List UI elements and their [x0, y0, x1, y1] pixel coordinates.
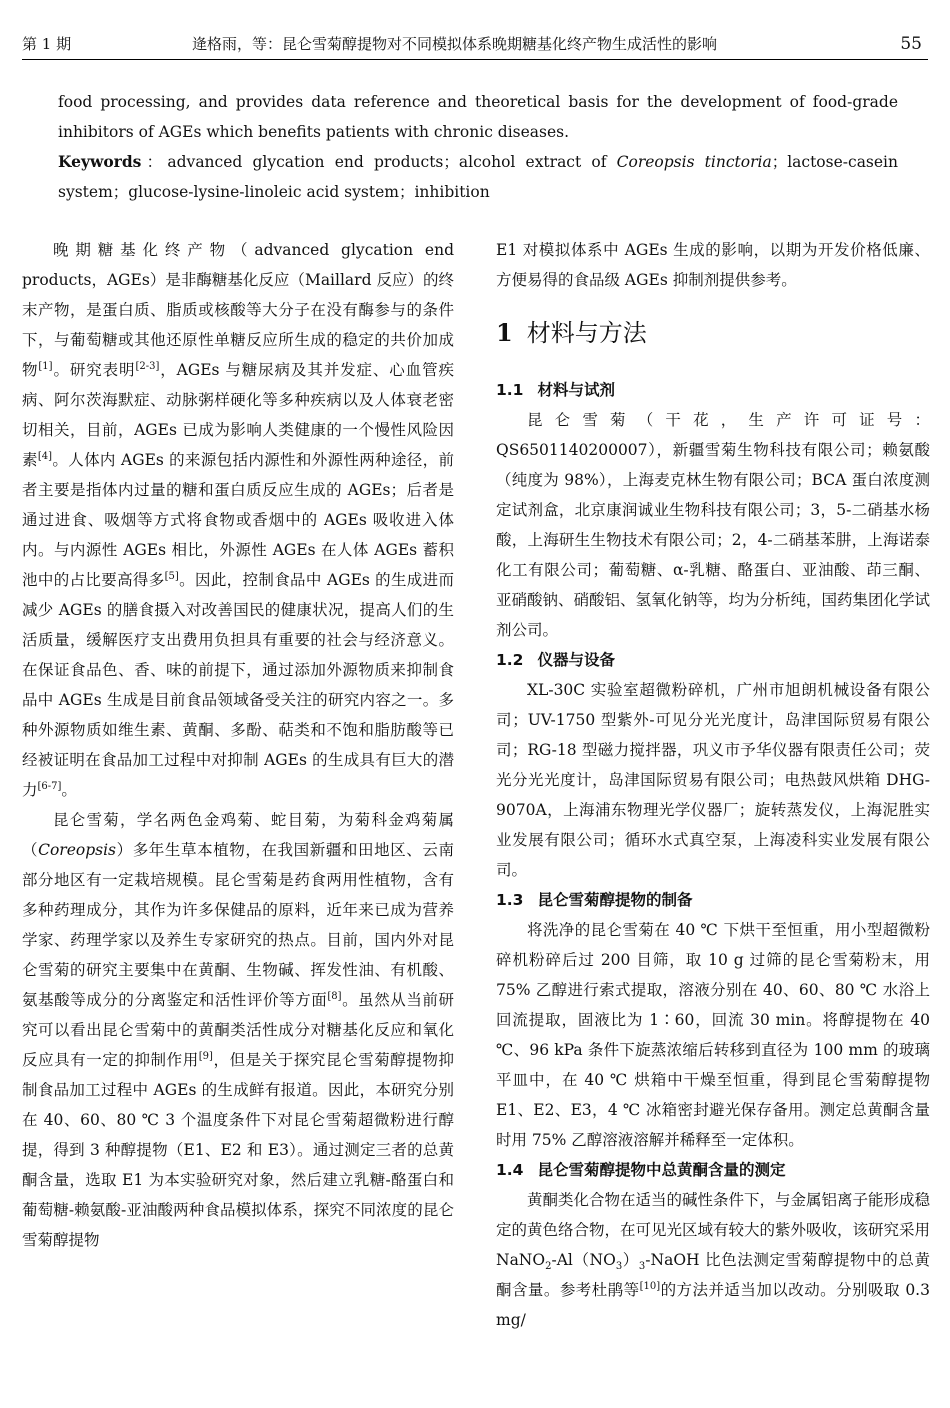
genus-name: Coreopsis	[38, 841, 117, 859]
subsection-title: 昆仑雪菊醇提物中总黄酮含量的测定	[537, 1161, 786, 1179]
subsection-heading-1-3	[496, 885, 930, 915]
flavonoid-paragraph	[496, 1185, 930, 1335]
text-run: 。虽然从当前研究可以看出昆仑雪菊中的黄酮类活性成分对糖基化反应和氧化反应具有一定的抑制作用	[22, 991, 454, 1069]
subsection-title: 材料与试剂	[537, 381, 615, 399]
instruments-paragraph: XL-30C 实验室超微粉碎机，广州市旭朗机械设备有限公司；UV-1750 型紫外-可见分光光度计，岛津国际贸易有限公司；RG-18 型磁力搅拌器，巩义市予华仪器有限责任公司；荧光分光光度计，岛津国际贸易有限公司；电热鼓风烘箱 DHG-9070A，上海浦东物理光学仪器厂；旋转蒸发仪，上海泥胜实业发展有限公司；循环水式真空泵，上海凌科实业发展有限公司。	[496, 681, 930, 879]
text-run: ）	[622, 1251, 639, 1269]
intro-paragraph-2	[22, 805, 454, 1255]
section-title: 材料与方法	[526, 319, 647, 347]
running-header	[22, 34, 928, 60]
section-number: 1	[496, 318, 513, 347]
running-title: 逄格雨，等：昆仑雪菊醇提物对不同模拟体系晚期糖基化终产物生成活性的影响	[192, 35, 718, 53]
subsection-number: 1.4	[496, 1161, 524, 1179]
subscript: 3	[638, 1261, 646, 1273]
citation: [4]	[37, 450, 53, 462]
keywords-italic: Coreopsis tinctoria	[616, 153, 772, 171]
keywords-label: Keywords	[58, 152, 142, 171]
citation: [6-7]	[37, 780, 62, 792]
text-run: 昆仑雪菊，学名两色金鸡菊、蛇目菊，为菊科金鸡菊属（	[22, 811, 454, 859]
subscript: 2	[545, 1261, 552, 1273]
intro-paragraph-2-cont: E1 对模拟体系中 AGEs 生成的影响，以期为开发价格低廉、方便易得的食品级 AGEs 抑制剂提供参考。	[496, 241, 930, 289]
subsection-title: 仪器与设备	[537, 651, 615, 669]
subsection-heading-1-2	[496, 645, 930, 675]
extract-preparation-paragraph: 将洗净的昆仑雪菊在 40 ℃ 下烘干至恒重，用小型超微粉碎机粉碎后过 200 目筛，取 10 g 过筛的昆仑雪菊粉末，用 75% 乙醇进行索式提取，溶液分别在 40、60、80 ℃ 水浴上回流提取，固液比为 1∶60，回流 30 min。将醇提物在 40 ℃、96 kPa 条件下旋蒸浓缩后转移到直径为 100 mm 的玻璃平皿中，在 40 ℃ 烘箱中干燥至恒重，得到昆仑雪菊醇提物 E1、E2、E3，4 ℃ 冰箱密封避光保存备用。测定总黄酮含量时用 75% 乙醇溶液溶解并稀释至一定体积。	[496, 921, 930, 1149]
text-run: 。	[61, 781, 77, 799]
citation: [2-3]	[135, 360, 160, 372]
subsection-heading-1-4	[496, 1155, 930, 1185]
english-abstract-tail	[58, 88, 898, 207]
header-rule	[22, 59, 928, 60]
intro-paragraph-1	[22, 235, 454, 805]
subsection-title: 昆仑雪菊醇提物的制备	[537, 891, 693, 909]
text-run: -NaOH 比色法测定雪菊醇提物中的总黄酮含量。参考杜鹃等	[496, 1251, 930, 1299]
abstract-continuation: food processing, and provides data reference and theoretical basis for the development of food-grade inhibitors of AGEs which benefits patients with chronic diseases.	[58, 93, 898, 141]
right-column	[496, 235, 930, 1335]
section-heading-1	[496, 313, 930, 353]
text-run: 。研究表明	[52, 361, 136, 379]
issue-number: 第 1 期	[22, 35, 72, 53]
keywords	[58, 147, 898, 207]
materials-paragraph: 昆仑雪菊（干花，生产许可证号：QS6501140200007），新疆雪菊生物科技有限公司；赖氨酸（纯度为 98%），上海麦克林生物有限公司；BCA 蛋白浓度测定试剂盒，北京康润诚业生物科技有限公司；3，5-二硝基水杨酸，上海研生生物技术有限公司；2，4-二硝基苯肼，上海诺泰化工有限公司；葡萄糖、α-乳糖、酪蛋白、亚油酸、茚三酮、亚硝酸钠、硝酸铝、氢氧化钠等，均为分析纯，国药集团化学试剂公司。	[496, 411, 931, 639]
text-run: 。人体内 AGEs 的来源包括内源性和外源性两种途径，前者主要是指体内过量的糖和蛋白质反应生成的 AGEs；后者是通过进食、吸烟等方式将食物或香烟中的 AGEs 吸收进入体内。与内源性 AGEs 相比，外源性 AGEs 在人体 AGEs 蓄积池中的占比要高得多	[22, 451, 454, 589]
text-run: 的方法并适当加以改动。分别吸取 0.3 mg/	[496, 1281, 930, 1329]
subsection-heading-1-1	[496, 375, 930, 405]
citation: [9]	[198, 1050, 213, 1062]
subsection-number: 1.2	[496, 651, 524, 669]
citation: [1]	[38, 360, 53, 372]
citation: [10]	[639, 1280, 661, 1292]
text-run: ，但是关于探究昆仑雪菊醇提物抑制食品加工过程中 AGEs 的生成鲜有报道。因此，本研究分别在 40、60、80 ℃ 3 个温度条件下对昆仑雪菊超微粉进行醇提，得到 3 种醇提物（E1、E2 和 E3）。通过测定三者的总黄酮含量，选取 E1 为本实验研究对象，然后建立乳糖-酪蛋白和葡萄糖-赖氨酸-亚油酸两种食品模拟体系，探究不同浓度的昆仑雪菊醇提物	[22, 1051, 454, 1249]
citation: [8]	[327, 990, 342, 1002]
text-run: ，AGEs 与糖尿病及其并发症、心血管疾病、阿尔茨海默症、动脉粥样硬化等多种疾病以及人体衰老密切相关，目前，AGEs 已成为影响人类健康的一个慢性风险因素	[22, 361, 454, 469]
text-run: 。因此，控制食品中 AGEs 的生成进而减少 AGEs 的膳食摄入对改善国民的健康状况，提高人们的生活质量，缓解医疗支出费用负担具有重要的社会与经济意义。在保证食品色、香、味的前提下，通过添加外源物质来抑制食品中 AGEs 生成是目前食品领域备受关注的研究内容之一。多种外源物质如维生素、黄酮、多酚、萜类和不饱和脂肪酸等已经被证明在食品加工过程中对抑制 AGEs 的生成具有巨大的潜力	[22, 571, 454, 799]
keywords-text-1: ：advanced glycation end products；alcohol extract of	[141, 153, 617, 171]
subsection-number: 1.1	[496, 381, 524, 399]
citation: [5]	[164, 570, 179, 582]
text-run: 晚期糖基化终产物（advanced glycation end products，AGEs）是非酶糖基化反应（Maillard 反应）的终末产物，是蛋白质、脂质或核酸等大分子在没有酶参与的条件下，与葡萄糖或其他还原性单糖反应所生成的稳定的共价加成物	[22, 241, 454, 379]
keywords-text-2: ；lactose-casein system；glucose-lysine-linoleic acid system；inhibition	[58, 153, 898, 201]
subsection-number: 1.3	[496, 891, 524, 909]
text-run: 黄酮类化合物在适当的碱性条件下，与金属铝离子能形成稳定的黄色络合物，在可见光区域有较大的紫外吸收，该研究采用 NaNO	[496, 1191, 931, 1269]
left-column	[22, 235, 454, 1255]
page-number: 55	[900, 34, 922, 54]
subscript: 3	[615, 1261, 623, 1273]
text-run: -Al（NO	[551, 1251, 616, 1269]
text-run: ）多年生草本植物，在我国新疆和田地区、云南部分地区有一定栽培规模。昆仑雪菊是药食两用性植物，含有多种药理成分，其作为许多保健品的原料，近年来已成为营养学家、药理学家以及养生专家研究的热点。目前，国内外对昆仑雪菊的研究主要集中在黄酮、生物碱、挥发性油、有机酸、氨基酸等成分的分离鉴定和活性评价等方面	[22, 841, 454, 1009]
